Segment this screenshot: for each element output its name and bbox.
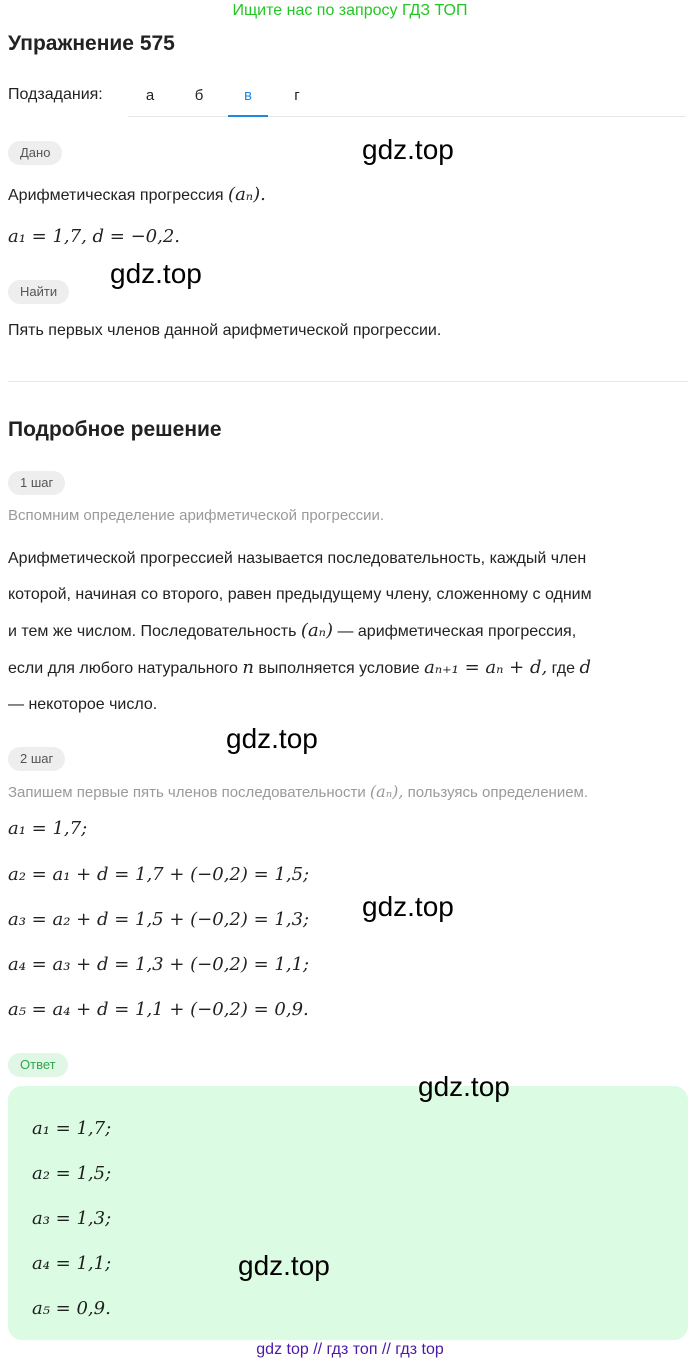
definition-formula: aₙ₊₁ = aₙ + d, bbox=[424, 657, 548, 678]
tab-g[interactable]: г bbox=[294, 87, 300, 104]
step2-badge: 2 шаг bbox=[8, 747, 65, 771]
answer-line-3: a₃ = 1,3; bbox=[32, 1208, 112, 1229]
find-badge: Найти bbox=[8, 280, 69, 304]
definition-line-2: которой, начиная со второго, равен предыдущему члену, сложенному с одним bbox=[8, 586, 592, 603]
answer-line-1: a₁ = 1,7; bbox=[32, 1118, 112, 1139]
watermark-6: gdz.top bbox=[238, 1250, 330, 1281]
step1-definition bbox=[8, 541, 690, 723]
definition-sequence: (aₙ) bbox=[300, 620, 333, 641]
step2-hint-sequence: (aₙ), bbox=[369, 782, 404, 801]
definition-line-3a: и тем же числом. Последовательность bbox=[8, 623, 297, 640]
given-badge: Дано bbox=[8, 141, 62, 165]
watermark-1: gdz.top bbox=[362, 134, 454, 165]
find-text: Пять первых членов данной арифметической прогрессии. bbox=[8, 322, 442, 339]
answer-line-5: a₅ = 0,9. bbox=[32, 1298, 111, 1319]
definition-line-3 bbox=[8, 613, 690, 650]
subtasks-label: Подзадания: bbox=[8, 86, 103, 103]
section-divider bbox=[8, 381, 688, 382]
watermark-2: gdz.top bbox=[110, 258, 202, 289]
step2-line-3: a₃ = a₂ + d = 1,5 + (−0,2) = 1,3; bbox=[8, 909, 310, 930]
definition-line-5: — некоторое число. bbox=[8, 696, 158, 713]
tab-v[interactable]: в bbox=[228, 76, 268, 117]
definition-line-3b: — арифметическая прогрессия, bbox=[337, 623, 577, 640]
watermark-4: gdz.top bbox=[362, 891, 454, 922]
watermark-3: gdz.top bbox=[226, 723, 318, 754]
given-text bbox=[8, 184, 266, 205]
definition-line-1: Арифметической прогрессией называется последовательность, каждый член bbox=[8, 550, 587, 567]
answer-line-2: a₂ = 1,5; bbox=[32, 1163, 112, 1184]
given-label: Арифметическая прогрессия bbox=[8, 187, 224, 204]
definition-line-4b: выполняется условие bbox=[258, 660, 420, 677]
answer-badge: Ответ bbox=[8, 1053, 68, 1077]
tab-a[interactable]: а bbox=[145, 87, 155, 104]
page-title: Упражнение 575 bbox=[8, 32, 175, 55]
answer-box bbox=[8, 1086, 688, 1340]
step2-hint-a: Запишем первые пять членов последовательности bbox=[8, 784, 366, 801]
step2-hint bbox=[8, 782, 588, 801]
given-values: a₁ = 1,7, d = −0,2. bbox=[8, 226, 181, 247]
step1-badge: 1 шаг bbox=[8, 471, 65, 495]
definition-line-4a: если для любого натурального bbox=[8, 660, 238, 677]
top-banner[interactable]: Ищите нас по запросу ГДЗ ТОП bbox=[232, 2, 468, 19]
answer-line-4: a₄ = 1,1; bbox=[32, 1253, 112, 1274]
step1-hint: Вспомним определение арифметической прогрессии. bbox=[8, 507, 385, 524]
step2-line-2: a₂ = a₁ + d = 1,7 + (−0,2) = 1,5; bbox=[8, 864, 310, 885]
footer-links[interactable]: gdz top // гдз топ // гдз top bbox=[256, 1341, 444, 1358]
step2-line-5: a₅ = a₄ + d = 1,1 + (−0,2) = 0,9. bbox=[8, 999, 309, 1020]
step2-line-1: a₁ = 1,7; bbox=[8, 818, 88, 839]
watermark-5: gdz.top bbox=[418, 1071, 510, 1102]
step2-hint-b: пользуясь определением. bbox=[407, 784, 589, 801]
definition-line-4c: где bbox=[551, 660, 576, 677]
definition-n: n bbox=[242, 657, 254, 678]
definition-line-4 bbox=[8, 650, 690, 687]
given-sequence: (aₙ). bbox=[228, 184, 266, 205]
definition-d: d bbox=[579, 657, 591, 678]
subtask-tabs bbox=[128, 76, 686, 117]
solution-heading: Подробное решение bbox=[8, 418, 222, 441]
step2-line-4: a₄ = a₃ + d = 1,3 + (−0,2) = 1,1; bbox=[8, 954, 310, 975]
tab-b[interactable]: б bbox=[194, 87, 204, 104]
